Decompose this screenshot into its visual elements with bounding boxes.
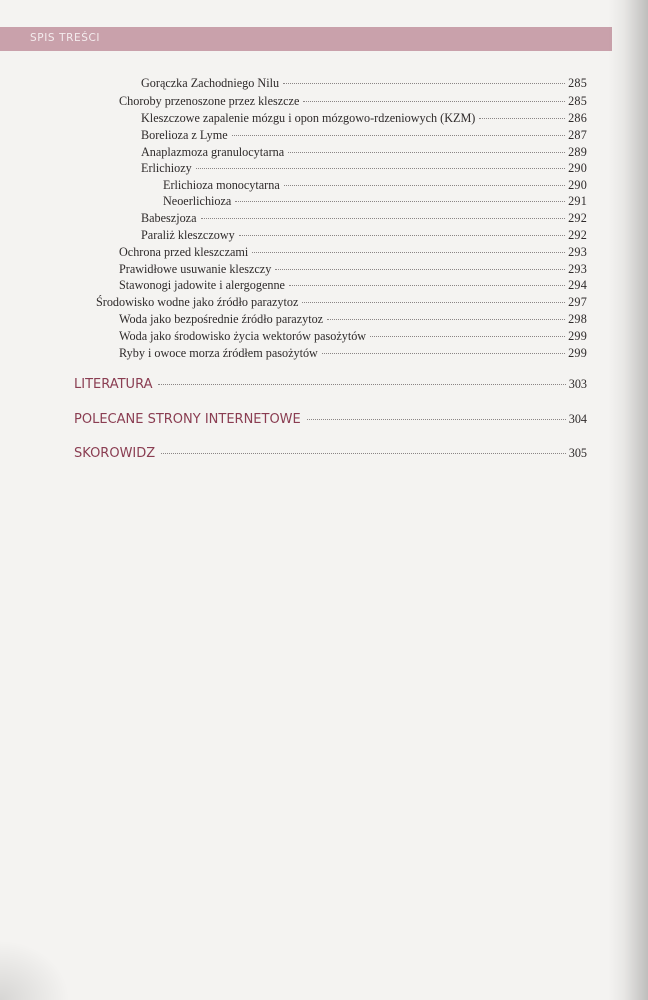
toc-entry[interactable] — [141, 210, 587, 226]
toc-section-page: 305 — [568, 446, 587, 460]
dot-leader — [201, 218, 566, 219]
toc-entry-page: 292 — [568, 228, 587, 242]
dot-leader — [302, 302, 565, 303]
toc-entry-title: Stawonogi jadowite i alergogenne — [119, 278, 285, 292]
toc-entry[interactable] — [163, 193, 587, 209]
toc-entry-page: 290 — [568, 178, 587, 192]
dot-leader — [275, 269, 565, 270]
toc-entry[interactable] — [119, 244, 587, 260]
toc-entry[interactable] — [141, 227, 587, 243]
toc-entry-title: Paraliż kleszczowy — [141, 228, 235, 242]
dot-leader — [196, 168, 565, 169]
toc-entry-title: Erlichioza monocytarna — [163, 178, 280, 192]
dot-leader — [252, 252, 565, 253]
toc-entry-page: 287 — [568, 128, 587, 142]
page-edge-shadow — [608, 0, 648, 1000]
toc-entry-page: 298 — [568, 312, 587, 326]
toc-entry-title: Borelioza z Lyme — [141, 128, 228, 142]
dot-leader — [327, 319, 565, 320]
toc-entry-title: Prawidłowe usuwanie kleszczy — [119, 262, 272, 276]
toc-section-title: POLECANE STRONY INTERNETOWE — [74, 412, 301, 427]
toc-entry[interactable] — [141, 127, 587, 143]
toc-entry[interactable] — [141, 144, 587, 160]
toc-section-page: 304 — [568, 412, 587, 426]
dot-leader — [303, 101, 565, 102]
dot-leader — [284, 185, 565, 186]
toc-entry-page: 289 — [568, 145, 587, 159]
toc-entry-title: Ryby i owoce morza źródłem pasożytów — [119, 346, 318, 360]
toc-entry-title: Choroby przenoszone przez kleszcze — [119, 94, 300, 108]
toc-entry-title: Gorączka Zachodniego Nilu — [141, 76, 280, 90]
toc-entry[interactable] — [96, 294, 587, 310]
toc-entry-page: 290 — [568, 161, 587, 175]
toc-entry[interactable] — [119, 93, 587, 109]
dot-leader — [307, 419, 566, 420]
dot-leader — [479, 118, 565, 119]
toc-entry-page: 293 — [568, 245, 587, 259]
dot-leader — [161, 453, 566, 454]
toc-entry-page: 285 — [568, 76, 587, 90]
toc-section-skorowidz[interactable] — [74, 446, 587, 461]
toc-section-literatura[interactable] — [74, 377, 587, 392]
toc-entry-page: 291 — [568, 194, 587, 208]
toc-entry[interactable] — [119, 345, 587, 361]
toc-entry[interactable] — [119, 328, 587, 344]
toc-entry-page: 292 — [568, 211, 587, 225]
toc-entry-title: Woda jako bezpośrednie źródło parazytoz — [119, 312, 324, 326]
toc-entry-title: Anaplazmoza granulocytarna — [141, 145, 285, 159]
toc-entry-title: Neoerlichioza — [163, 194, 232, 208]
dot-leader — [235, 201, 565, 202]
running-header-title: SPIS TREŚCI — [30, 32, 101, 44]
toc-entry[interactable] — [141, 75, 587, 91]
dot-leader — [239, 235, 565, 236]
dot-leader — [232, 135, 565, 136]
toc-entry[interactable] — [141, 110, 587, 126]
dot-leader — [370, 336, 565, 337]
toc-entry[interactable] — [163, 177, 587, 193]
toc-entry-page: 294 — [568, 278, 587, 292]
toc-section-title: SKOROWIDZ — [74, 446, 156, 461]
toc-entry-page: 293 — [568, 262, 587, 276]
toc-entry[interactable] — [119, 311, 587, 327]
toc-entry-page: 285 — [568, 94, 587, 108]
dot-leader — [288, 152, 565, 153]
dot-leader — [322, 353, 565, 354]
toc-entry-page: 299 — [568, 346, 587, 360]
toc-entry-title: Kleszczowe zapalenie mózgu i opon mózgowo-rdzeniowych (KZM) — [141, 111, 476, 125]
toc-entry[interactable] — [119, 261, 587, 277]
dot-leader — [158, 384, 565, 385]
toc-entry[interactable] — [141, 160, 587, 176]
toc-section-page: 303 — [568, 377, 587, 391]
toc-entry-title: Ochrona przed kleszczami — [119, 245, 249, 259]
toc-entry-title: Środowisko wodne jako źródło parazytoz — [96, 295, 299, 309]
toc-entry-title: Woda jako środowisko życia wektorów pasożytów — [119, 329, 367, 343]
toc-section-title: LITERATURA — [74, 377, 153, 392]
toc-entry-title: Erlichiozy — [141, 161, 192, 175]
corner-shadow — [0, 940, 70, 1000]
toc-section-polecane-strony[interactable] — [74, 412, 587, 427]
toc-entry-page: 286 — [568, 111, 587, 125]
dot-leader — [289, 285, 565, 286]
dot-leader — [283, 83, 565, 84]
toc-entry[interactable] — [119, 277, 587, 293]
toc-entry-page: 297 — [568, 295, 587, 309]
toc-entry-title: Babeszjoza — [141, 211, 197, 225]
toc-entry-page: 299 — [568, 329, 587, 343]
